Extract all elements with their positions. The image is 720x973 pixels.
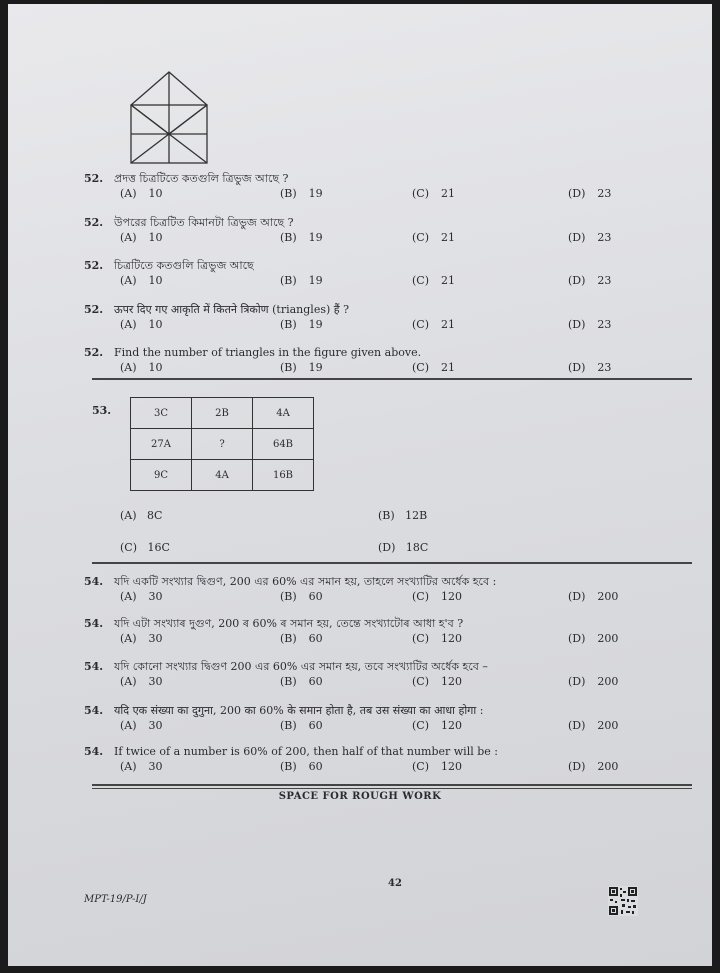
question-52-l2 <box>84 216 684 245</box>
option-b: (B) 19 <box>280 318 323 331</box>
option-a: (A) 10 <box>120 231 163 244</box>
question-number: 52. <box>84 303 104 316</box>
option-d: (D) 200 <box>568 675 619 688</box>
option-c: (C) 16C <box>120 541 170 554</box>
question-text: यदि एक संख्या का दुगुना, 200 का 60% के समान होता है, तब उस संख्या का आधा होगा : <box>114 704 484 717</box>
grid-cell: 27A <box>131 429 192 460</box>
grid-cell: 16B <box>253 460 314 491</box>
option-c: (C) 21 <box>412 187 455 200</box>
question-52-en <box>84 346 684 375</box>
option-d: (D) 18C <box>378 541 429 554</box>
option-a: (A) 10 <box>120 318 163 331</box>
question-54-l3 <box>84 660 684 689</box>
option-b: (B) 19 <box>280 231 323 244</box>
grid-cell: 4A <box>253 398 314 429</box>
qr-code-icon <box>608 886 638 916</box>
exam-page <box>8 4 712 966</box>
question-text: উপরের চিত্রটিত কিমানটা ত্রিভুজ আছে ? <box>114 216 294 229</box>
question-text: If twice of a number is 60% of 200, then half of that number will be : <box>114 745 498 758</box>
question-text: Find the number of triangles in the figure given above. <box>114 346 422 359</box>
option-c: (C) 21 <box>412 274 455 287</box>
paper-code: MPT-19/P-I/J <box>84 894 147 905</box>
option-a: (A) 30 <box>120 590 163 603</box>
option-a: (A) 10 <box>120 187 163 200</box>
section-divider <box>92 562 692 564</box>
question-number: 54. <box>84 745 104 758</box>
option-c: (C) 120 <box>412 632 462 645</box>
question-52-l4 <box>84 303 684 332</box>
option-c: (C) 120 <box>412 719 462 732</box>
option-c: (C) 21 <box>412 318 455 331</box>
section-divider <box>92 378 692 380</box>
question-number: 54. <box>84 575 104 588</box>
number-grid <box>130 397 314 491</box>
option-c: (C) 21 <box>412 361 455 374</box>
question-number: 53. <box>92 404 112 417</box>
option-d: (D) 200 <box>568 632 619 645</box>
triangles-figure <box>126 70 212 166</box>
option-c: (C) 21 <box>412 231 455 244</box>
question-54-l4 <box>84 704 684 733</box>
question-text: যদি কোনো সংখ্যার দ্বিগুণ 200 এর 60% এর সমান হয়, তবে সংখ্যাটির অর্ধেক হবে – <box>114 660 488 673</box>
option-b: (B) 60 <box>280 675 323 688</box>
question-52-l1 <box>84 172 684 201</box>
question-text: প্রদত্ত চিত্রটিতে কতগুলি ত্রিভুজ আছে ? <box>114 172 289 185</box>
option-a: (A) 10 <box>120 274 163 287</box>
option-d: (D) 23 <box>568 361 612 374</box>
option-a: (A) 30 <box>120 675 163 688</box>
grid-cell: 64B <box>253 429 314 460</box>
option-b: (B) 19 <box>280 187 323 200</box>
option-d: (D) 200 <box>568 590 619 603</box>
option-d: (D) 23 <box>568 231 612 244</box>
option-b: (B) 60 <box>280 760 323 773</box>
question-number: 52. <box>84 259 104 272</box>
grid-cell: 4A <box>192 460 253 491</box>
option-b: (B) 60 <box>280 632 323 645</box>
question-number: 54. <box>84 660 104 673</box>
page-number: 42 <box>388 878 402 889</box>
question-text: যদি একটি সংখ্যার দ্বিগুণ, 200 এর 60% এর সমান হয়, তাহলে সংখ্যাটির অর্ধেক হবে : <box>114 575 497 588</box>
option-d: (D) 23 <box>568 318 612 331</box>
option-b: (B) 19 <box>280 274 323 287</box>
option-b: (B) 60 <box>280 719 323 732</box>
grid-cell: 9C <box>131 460 192 491</box>
option-a: (A) 30 <box>120 719 163 732</box>
grid-cell: ? <box>192 429 253 460</box>
question-number: 52. <box>84 346 104 359</box>
option-c: (C) 120 <box>412 590 462 603</box>
question-54-l2 <box>84 617 684 646</box>
question-number: 54. <box>84 704 104 717</box>
question-text: ऊपर दिए गए आकृति में कितने त्रिकोण (triangles) हैं ? <box>114 303 350 316</box>
option-a: (A) 8C <box>120 509 163 522</box>
section-divider <box>92 784 692 786</box>
question-text: যদি এটা সংখ্যাৰ দুগুণ, 200 ৰ 60% ৰ সমান হয়, তেন্তে সংখ্যাটোৰ আধা হ'ব ? <box>114 617 464 630</box>
option-c: (C) 120 <box>412 675 462 688</box>
option-a: (A) 30 <box>120 632 163 645</box>
grid-cell: 3C <box>131 398 192 429</box>
question-54-en <box>84 745 684 774</box>
option-b: (B) 12B <box>378 509 428 522</box>
grid-cell: 2B <box>192 398 253 429</box>
section-divider <box>92 788 692 789</box>
option-d: (D) 200 <box>568 719 619 732</box>
option-a: (A) 30 <box>120 760 163 773</box>
option-d: (D) 23 <box>568 187 612 200</box>
question-number: 54. <box>84 617 104 630</box>
question-54-l1 <box>84 575 684 604</box>
question-text: চিত্রটিতে কতগুলি ত্রিভুজ আছে <box>114 259 254 272</box>
option-c: (C) 120 <box>412 760 462 773</box>
option-b: (B) 60 <box>280 590 323 603</box>
option-d: (D) 23 <box>568 274 612 287</box>
question-52-l3 <box>84 259 684 288</box>
option-a: (A) 10 <box>120 361 163 374</box>
rough-work-heading: SPACE FOR ROUGH WORK <box>278 791 442 802</box>
option-d: (D) 200 <box>568 760 619 773</box>
question-number: 52. <box>84 172 104 185</box>
question-number: 52. <box>84 216 104 229</box>
option-b: (B) 19 <box>280 361 323 374</box>
